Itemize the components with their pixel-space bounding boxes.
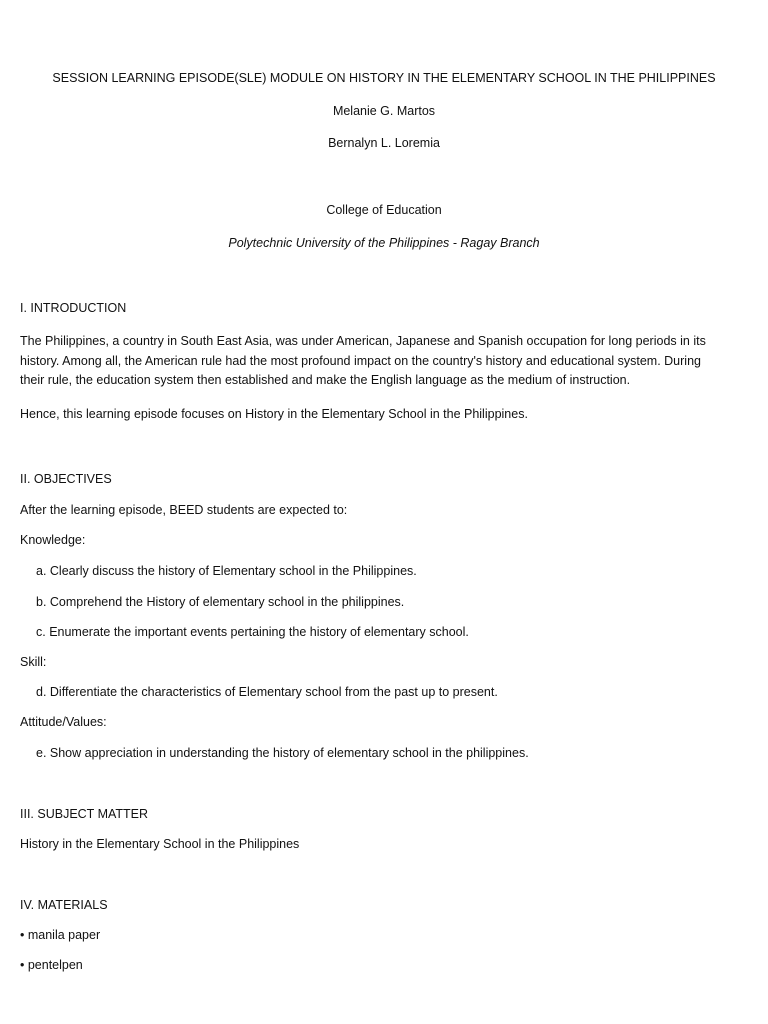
knowledge-label: Knowledge: (20, 533, 86, 547)
objective-item: d. Differentiate the characteristics of Elementary school from the past up to present. (36, 685, 498, 699)
attitude-label: Attitude/Values: (20, 715, 107, 729)
objectives-heading: II. OBJECTIVES (20, 472, 112, 486)
subject-matter-heading: III. SUBJECT MATTER (20, 807, 149, 821)
college-name: College of Education (326, 203, 442, 217)
objective-item: e. Show appreciation in understanding the history of elementary school in the philippines. (36, 746, 529, 760)
university-name: Polytechnic University of the Philippines - Ragay Branch (228, 236, 540, 250)
skill-label: Skill: (20, 655, 47, 669)
objective-item: a. Clearly discuss the history of Elementary school in the Philippines. (36, 564, 417, 578)
objectives-lead: After the learning episode, BEED students are expected to: (20, 503, 348, 517)
document-title: SESSION LEARNING EPISODE(SLE) MODULE ON HISTORY IN THE ELEMENTARY SCHOOL IN THE PHILIPPINES (52, 71, 716, 85)
author-2: Bernalyn L. Loremia (328, 136, 440, 150)
author-1: Melanie G. Martos (332, 104, 436, 118)
subject-matter-text: History in the Elementary School in the Philippines (20, 837, 300, 851)
introduction-paragraph-2: Hence, this learning episode focuses on History in the Elementary School in the Philippines. (20, 407, 528, 421)
material-item: • manila paper (20, 928, 101, 942)
objective-item: b. Comprehend the History of elementary school in the philippines. (36, 595, 405, 609)
introduction-paragraph-1: The Philippines, a country in South East Asia, was under American, Japanese and Spanish occupation for long periods in its history. Among all, the American rule had the most profound impact on the country's history and educational system. During their rule, the education system then established and make the English language as the medium of instruction. (20, 334, 706, 387)
materials-heading: IV. MATERIALS (20, 898, 108, 912)
introduction-heading: I. INTRODUCTION (20, 301, 127, 315)
material-item: • pentelpen (20, 958, 83, 972)
objective-item: c. Enumerate the important events pertaining the history of elementary school. (36, 625, 469, 639)
